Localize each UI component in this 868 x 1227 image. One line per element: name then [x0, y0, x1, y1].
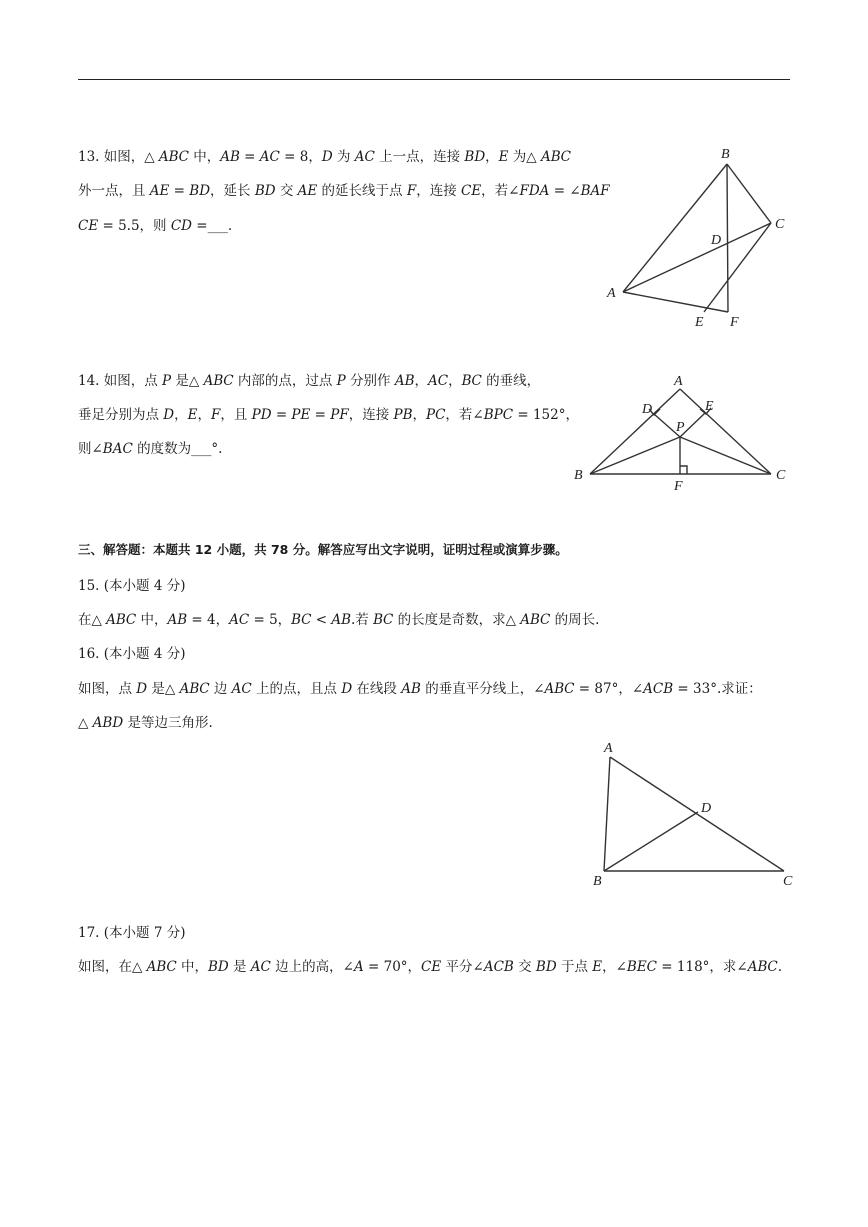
q16-label-B: B: [593, 874, 602, 889]
q16-line-2: △ 𝐴𝐵𝐷 是等边三角形.: [78, 715, 213, 731]
q14-line-2: 垂足分别为点 𝐷，𝐸，𝐹，且 𝑃𝐷 = 𝑃𝐸 = 𝑃𝐹，连接 𝑃𝐵，𝑃𝐶，若∠𝐵𝑃𝐶 = 152°，: [78, 407, 579, 423]
q13-figure: [600, 140, 800, 335]
q13-line-3: 𝐶𝐸 = 5.5，则 𝐶𝐷 =___.: [78, 218, 233, 234]
q14-line-3: 则∠𝐵𝐴𝐶 的度数为___°.: [78, 441, 223, 457]
q16-label-A: A: [604, 741, 613, 756]
q14-label-D: D: [642, 402, 653, 417]
q14-label-P: P: [676, 420, 685, 435]
q16-figure: [585, 735, 805, 895]
q16-header: 16. (本小题 4 分): [78, 646, 186, 662]
q14-line-1: 14. 如图，点 𝑃 是△ 𝐴𝐵𝐶 内部的点，过点 𝑃 分别作 𝐴𝐵，𝐴𝐶，𝐵𝐶 的垂线，: [78, 373, 541, 389]
q14-label-F: F: [674, 479, 683, 494]
q14-label-E: E: [705, 399, 714, 414]
q13-line-1: 13. 如图，△ 𝐴𝐵𝐶 中，𝐴𝐵 = 𝐴𝐶 = 8，𝐷 为 𝐴𝐶 上一点，连接 𝐵𝐷，𝐸 为△ 𝐴𝐵𝐶: [78, 149, 571, 165]
q14-label-B: B: [574, 468, 583, 483]
q13-label-D: D: [711, 233, 722, 248]
q15-header: 15. (本小题 4 分): [78, 578, 186, 594]
q16-label-C: C: [783, 874, 793, 889]
q13-label-B: B: [721, 147, 730, 162]
q17-text: 如图，在△ 𝐴𝐵𝐶 中，𝐵𝐷 是 𝐴𝐶 边上的高，∠𝐴 = 70°，𝐶𝐸 平分∠𝐴𝐶𝐵 交 𝐵𝐷 于点 𝐸，∠𝐵𝐸𝐶 = 118°，求∠𝐴𝐵𝐶.: [78, 959, 783, 975]
header-rule: [78, 79, 790, 80]
q14-label-A: A: [674, 374, 683, 389]
q17-header: 17. (本小题 7 分): [78, 925, 186, 941]
q13-label-C: C: [775, 217, 785, 232]
q13-label-A: A: [607, 286, 616, 301]
q16-label-D: D: [701, 801, 712, 816]
q13-line-2: 外一点，且 𝐴𝐸 = 𝐵𝐷，延长 𝐵𝐷 交 𝐴𝐸 的延长线于点 𝐹，连接 𝐶𝐸，若∠𝐹𝐷𝐴 = ∠𝐵𝐴𝐹: [78, 183, 610, 199]
q15-text: 在△ 𝐴𝐵𝐶 中，𝐴𝐵 = 4，𝐴𝐶 = 5，𝐵𝐶 < 𝐴𝐵.若 𝐵𝐶 的长度是奇数，求△ 𝐴𝐵𝐶 的周长.: [78, 612, 600, 628]
q14-label-C: C: [776, 468, 786, 483]
section-3-heading: 三、解答题：本题共 12 小题，共 78 分。解答应写出文字说明，证明过程或演算步骤。: [78, 542, 568, 557]
q16-line-1: 如图，点 𝐷 是△ 𝐴𝐵𝐶 边 𝐴𝐶 上的点，且点 𝐷 在线段 𝐴𝐵 的垂直平分线上，∠𝐴𝐵𝐶 = 87°，∠𝐴𝐶𝐵 = 33°.求证：: [78, 681, 762, 697]
q13-label-F: F: [730, 315, 739, 330]
q14-figure: [570, 370, 800, 495]
q13-label-E: E: [695, 315, 704, 330]
